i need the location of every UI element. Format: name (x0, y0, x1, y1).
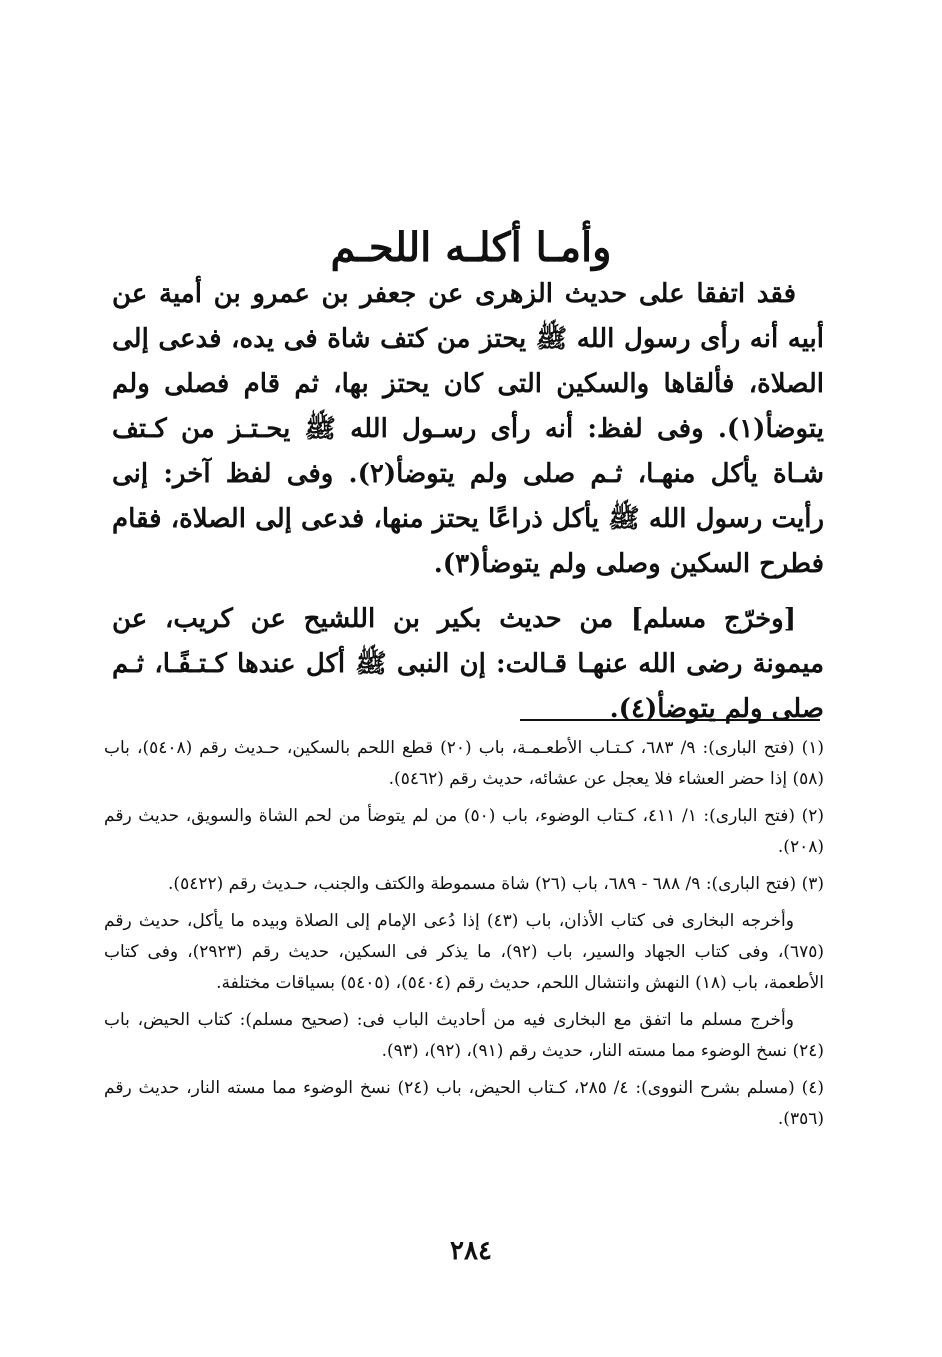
footnote: (٢) (فتح البارى): ١/ ٤١١، كـتاب الوضوء، باب (٥٠) من لم يتوضأ من لحم الشاة والسويق، حديث رقم (٢٠٨). (104, 806, 824, 857)
footnote: (٣) (فتح البارى): ٩/ ٦٨٨ - ٦٨٩، باب (٢٦) شاة مسموطة والكتف والجنب، حـديث رقم (٥٤٢٢). (168, 874, 824, 894)
footnote: (١) (فتح البارى): ٩/ ٦٨٣، كـتـاب الأطعـمـة، باب (٢٠) قطع اللحم بالسكين، حـديث رقم (٥٤٠٨)، باب (٥٨) إذا حضر العشاء فلا يعجل عن عشائه، حديث رقم (٥٤٦٢). (104, 738, 824, 789)
paragraph: فقد اتفقا على حديث الزهرى عن جعفر بن عمرو بن أمية عن أبيه أنه رأى رسول الله ﷺ يحتز من كتف شاة فى يده، فدعى إلى الصلاة، فألقاها والسكين التى كان يحتز بها، ثم قام فصلى ولم يتوضأ(١). وفى لفظ: أنه رأى رسـول الله ﷺ يحـتـز من كـتف شـاة يأكل منهـا، ثـم صلى ولم يتوضأ(٢). وفى لفظ آخر: إنى رأيت رسول الله ﷺ يأكل ذراعًا يحتز منها، فدعى إلى الصلاة، فقام فطرح السكين وصلى ولم يتوضأ(٣). (112, 279, 824, 579)
chapter-title: وأمـا أكلـه اللحـم (330, 223, 612, 271)
footnote: (٤) (مسلم بشرح النووى): ٤/ ٢٨٥، كـتاب الحيض، باب (٢٤) نسخ الوضوء مما مسته النار، حديث رقم (٣٥٦). (104, 1078, 824, 1129)
footnote-continuation: وأخرجه البخارى فى كتاب الأذان، باب (٤٣) إذا دُعى الإمام إلى الصلاة وبيده ما يأكل، حديث رقم (٦٧٥)، وفى كتاب الجهاد والسير، باب (٩٢)، ما يذكر فى السكين، حديث رقم (٢٩٢٣)، وفى كتاب الأطعمة، باب (١٨) النهش وانتشال اللحم، حديث رقم (٥٤٠٤)، (٥٤٠٥) بسياقات مختلفة. (104, 911, 824, 993)
footnote-separator (520, 719, 820, 721)
main-text (112, 272, 824, 742)
paragraph: [وخرّج مسلم] من حديث بكير بن اللشيح عن كريب، عن ميمونة رضى الله عنهـا قـالت: إن النبى ﷺ أكل عندها كـتـفًـا، ثـم صلى ولم يتوضأ(٤). (112, 604, 824, 724)
page-number: ٢٨٤ (450, 1236, 492, 1266)
footnotes (104, 733, 824, 1141)
footnote-continuation: وأخرج مسلم ما اتفق مع البخارى فيه من أحاديث الباب فى: (صحيح مسلم): كتاب الحيض، باب (٢٤) نسخ الوضوء مما مسته النار، حديث رقم (٩١)، (٩٢)، (٩٣). (104, 1010, 824, 1061)
